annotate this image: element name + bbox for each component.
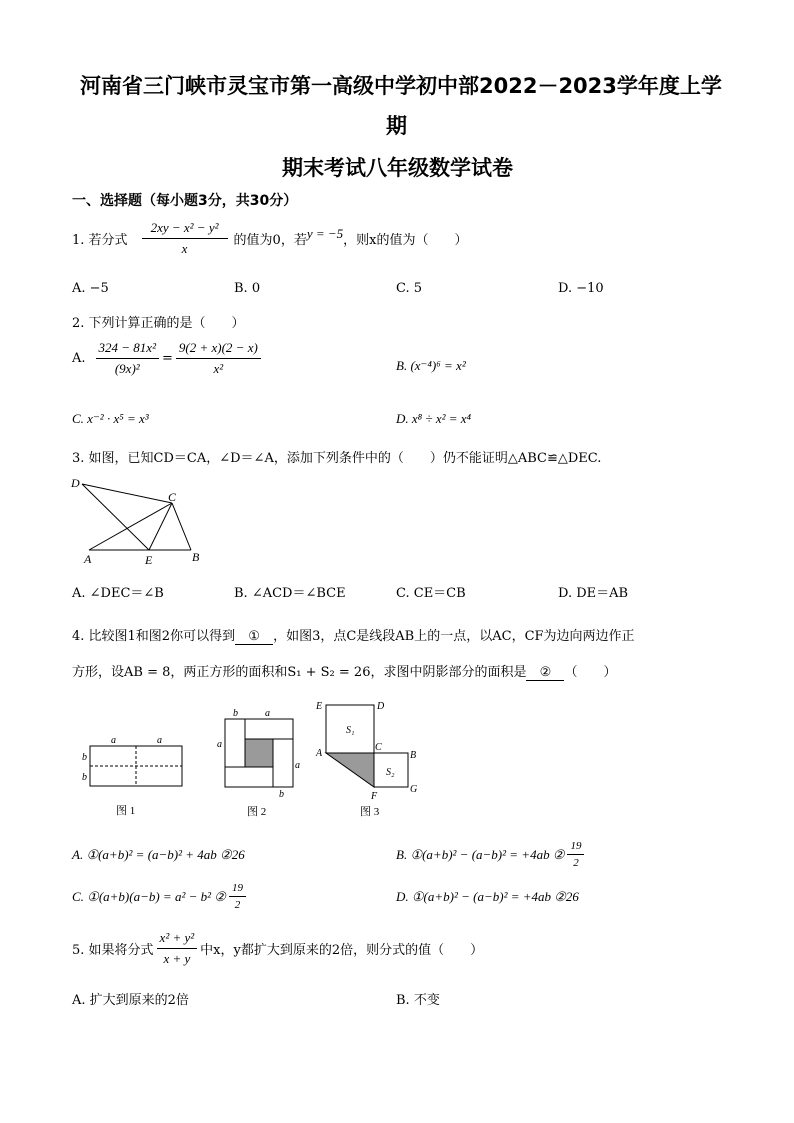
- q2-a-right-num: 9(2 + x)(2 − x): [176, 340, 261, 359]
- fig2-label-a-top: a: [265, 708, 270, 719]
- fig2-label-b-top: b: [233, 708, 238, 719]
- fig2-shaded-square: [245, 739, 273, 767]
- q1-option-d: D. −10: [558, 281, 604, 296]
- fig3-label-e: E: [316, 701, 323, 712]
- q3-option-d: D. DE＝AB: [558, 586, 629, 601]
- q2-a-right-frac: [176, 340, 261, 377]
- q1-prefix: 1. 若分式: [72, 233, 128, 248]
- q4-c-den: 2: [234, 899, 241, 911]
- q2-a-right-den: x²: [213, 361, 224, 376]
- fig1-label-b-top: b: [82, 752, 87, 763]
- q4-b-num: 19: [567, 840, 584, 855]
- q3-option-b: B. ∠ACD＝∠BCE: [234, 586, 346, 601]
- q1-suffix: ，则x的值为（ ）: [343, 233, 468, 248]
- q4-b-frac: [567, 840, 584, 869]
- q3-option-a: A. ∠DEC＝∠B: [72, 586, 164, 601]
- q5-option-a: A. 扩大到原来的2倍: [72, 993, 189, 1008]
- q4-line2-b: （ ）: [564, 665, 617, 680]
- q3-segment-de: [82, 484, 149, 550]
- q3-label-e: E: [145, 553, 153, 567]
- q4-line2-a: 方形，设AB = 8，两正方形的面积和S₁ + S₂ = 26，求图中阴影部分的面积是: [72, 665, 527, 680]
- q4-blank-2: ②: [526, 665, 564, 681]
- title-line-2: 期: [386, 114, 407, 138]
- q1-fraction: [142, 220, 228, 257]
- fig2-label-b-bottom: b: [279, 789, 284, 800]
- q2-a-left-den: (9x)²: [114, 361, 140, 376]
- q1-frac-num: 2xy − x² − y²: [142, 220, 228, 239]
- fig3-label-a: A: [316, 748, 323, 759]
- fig2-caption: 图 2: [247, 806, 267, 818]
- q3-label-c: C: [168, 490, 177, 504]
- fig3-label-s2: S₂: [386, 767, 395, 778]
- fig3-label-b: B: [410, 750, 417, 761]
- question-1: [72, 220, 468, 257]
- q5-frac-den: x + y: [163, 951, 191, 966]
- q3-label-a: A: [84, 552, 92, 566]
- q2-option-c: C. x⁻² · x⁵ = x³: [72, 411, 149, 426]
- fig3-label-g: G: [410, 784, 418, 795]
- q5-prefix: 5. 如果将分式: [72, 943, 154, 958]
- q4-line-2: [72, 661, 616, 681]
- question-5: [72, 930, 483, 967]
- q4-c-text: C. ①(a+b)(a−b) = a² − b² ②: [72, 888, 226, 904]
- q4-line1-b: ，如图3，点C是线段AB上的一点，以AC，CF为边向两边作正: [273, 629, 635, 644]
- q3-label-d: D: [71, 476, 80, 490]
- q4-b-text: B. ①(a+b)² − (a−b)² = +4ab ②: [396, 846, 565, 862]
- q4-option-c: [72, 882, 249, 911]
- q2-a-left-frac: [96, 340, 159, 377]
- q2-option-b: B. (x⁻⁴)⁶ = x²: [396, 358, 466, 373]
- q4-c-frac: [229, 882, 246, 911]
- q1-option-a: A. −5: [72, 281, 109, 296]
- q3-segment-dc: [82, 484, 172, 503]
- q4-figure-1: [78, 732, 188, 822]
- q4-b-den: 2: [573, 857, 579, 869]
- q1-frac-den: x: [181, 241, 188, 256]
- q5-frac-num: x² + y²: [157, 930, 198, 949]
- q2-a-eq: =: [161, 351, 173, 366]
- q2-stem: 2. 下列计算正确的是（ ）: [72, 316, 245, 331]
- q2-option-a: [72, 340, 264, 377]
- q4-line-1: [72, 625, 635, 645]
- q4-figure-3: [310, 695, 430, 823]
- fig1-label-a-left: a: [111, 735, 116, 746]
- q4-figure-2: [215, 705, 305, 823]
- q4-blank-1: ①: [235, 629, 273, 645]
- fig3-label-d: D: [377, 701, 385, 712]
- q4-option-a: A. ①(a+b)² = (a−b)² + 4ab ②26: [72, 847, 245, 862]
- q3-segment-ac: [89, 503, 172, 550]
- q4-option-b: [396, 840, 587, 869]
- q2-a-left-num: 324 − 81x²: [96, 340, 159, 359]
- title-line-3: 期末考试八年级数学试卷: [282, 156, 513, 180]
- q2-option-d: D. x⁸ ÷ x² = x⁴: [396, 411, 472, 426]
- q3-figure: [68, 472, 208, 568]
- fig1-caption: 图 1: [116, 805, 136, 817]
- q4-line1-a: 4. 比较图1和图2你可以得到: [72, 629, 236, 644]
- section-heading: 一、选择题（每小题3分，共30分）: [72, 193, 298, 209]
- q5-fraction: [157, 930, 198, 967]
- fig3-shaded-triangle: [326, 753, 374, 787]
- fig3-label-s1: S₁: [346, 725, 355, 736]
- q3-segment-cb: [172, 503, 191, 550]
- q1-option-b: B. 0: [234, 281, 261, 296]
- fig3-label-c: C: [375, 742, 382, 753]
- q1-condition: y = −5: [306, 225, 344, 241]
- fig2-label-a-right: a: [295, 760, 300, 771]
- q5-suffix: 中x，y都扩大到原来的2倍，则分式的值（ ）: [200, 943, 484, 958]
- q1-mid: 的值为0，若: [233, 233, 307, 248]
- q4-c-num: 19: [229, 882, 246, 897]
- fig1-label-b-bottom: b: [82, 772, 87, 783]
- q5-option-b: B. 不变: [396, 993, 440, 1008]
- title-line-1: 河南省三门峡市灵宝市第一高级中学初中部2022－2023学年度上学: [80, 74, 722, 98]
- q3-option-c: C. CE＝CB: [396, 586, 466, 601]
- fig3-caption: 图 3: [360, 806, 380, 818]
- fig3-label-f: F: [371, 791, 378, 802]
- fig1-label-a-right: a: [157, 735, 162, 746]
- fig2-label-a-left: a: [217, 739, 222, 750]
- q2-a-label: A.: [72, 351, 86, 366]
- q3-stem: 3. 如图，已知CD＝CA，∠D＝∠A，添加下列条件中的（ ）仍不能证明△ABC≌△DEC.: [72, 451, 602, 466]
- q1-option-c: C. 5: [396, 281, 423, 296]
- q4-option-d: D. ①(a+b)² − (a−b)² = +4ab ②26: [396, 889, 579, 904]
- q3-label-b: B: [192, 550, 200, 564]
